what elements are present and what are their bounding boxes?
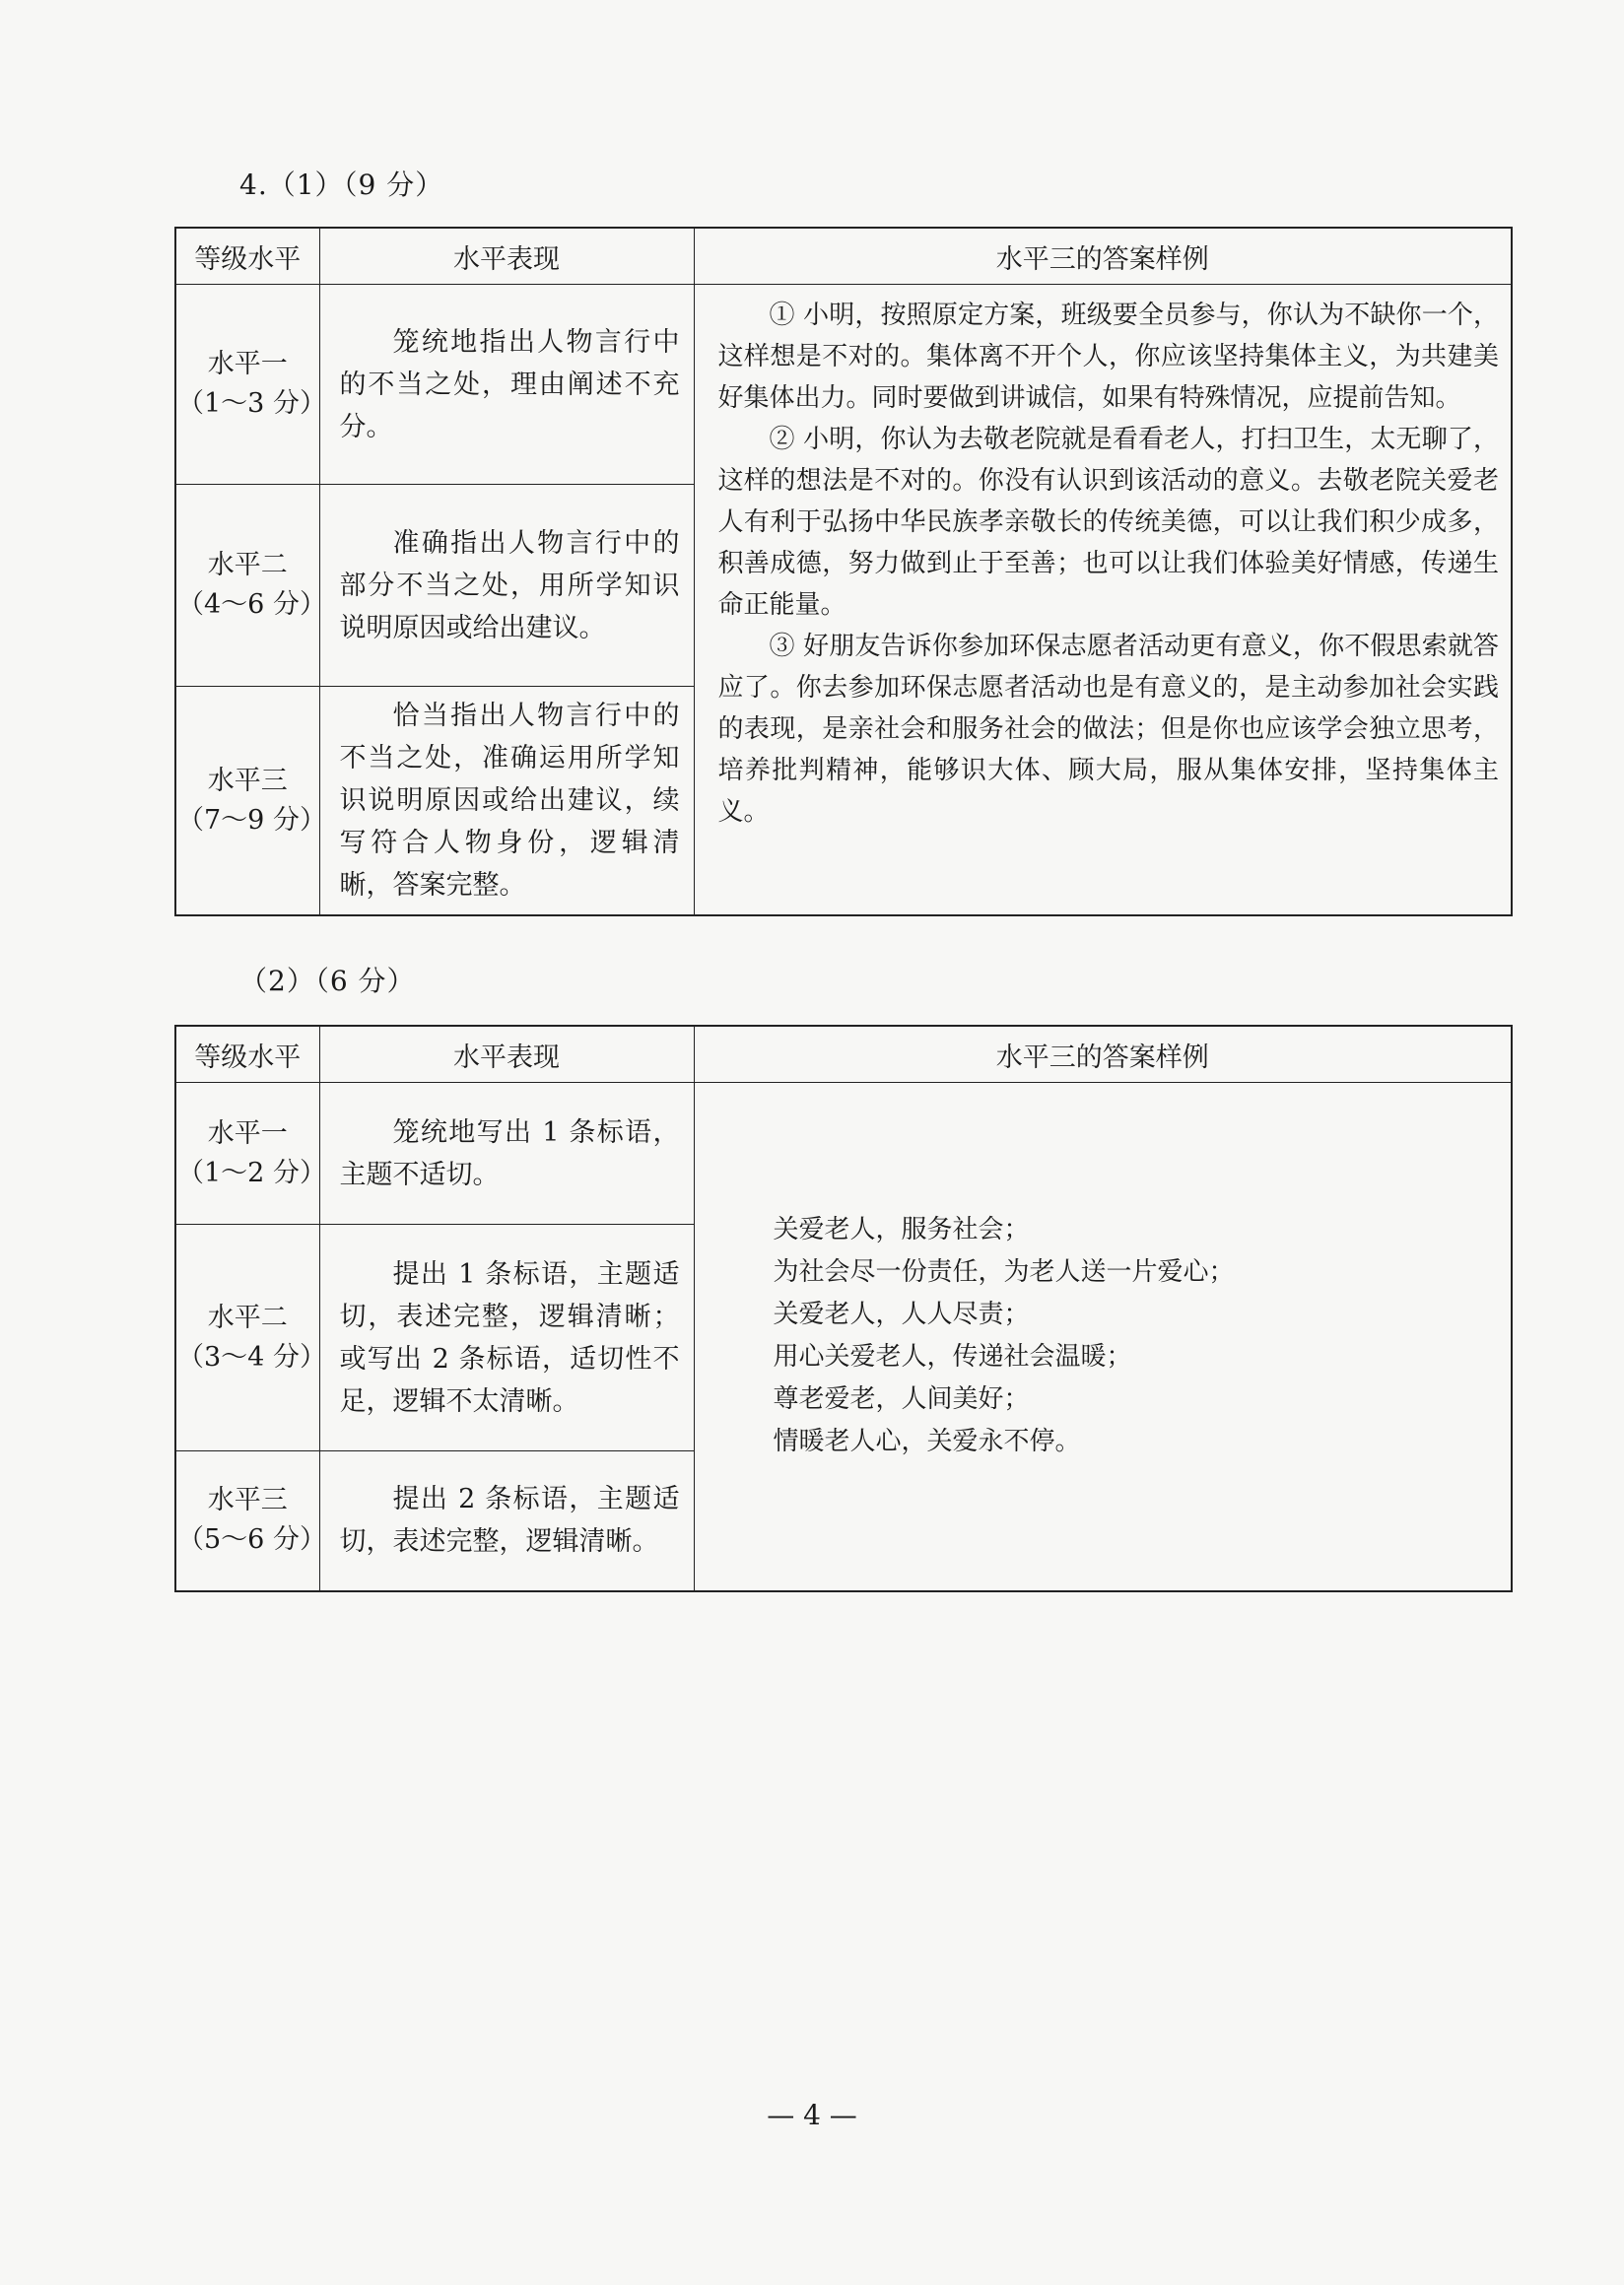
level-cell (175, 1225, 326, 1451)
header-performance: 水平表现 (319, 1026, 694, 1083)
performance-text: 提出 1 条标语，主题适切，表述完整，逻辑清晰；或写出 2 条标语，适切性不足，逻辑不太清晰。 (339, 1258, 680, 1417)
header-performance: 水平表现 (319, 228, 694, 285)
performance-cell (319, 485, 694, 687)
page-number: — 4 — (767, 2099, 857, 2131)
level-cell (175, 485, 326, 687)
slogan-line: 关爱老人，服务社会； (773, 1215, 1030, 1245)
level-cell (175, 1451, 326, 1591)
level-cell (175, 1083, 326, 1225)
question-2-heading: （2）（6 分） (239, 965, 416, 997)
slogan-line: 情暖老人心，关爱永不停。 (773, 1427, 1081, 1457)
slogan-line: 尊老爱老，人间美好； (773, 1384, 1030, 1415)
level-score: （5～6 分） (177, 1524, 326, 1556)
table-row (175, 285, 1512, 485)
question-1-heading: 4.（1）（9 分） (239, 168, 444, 201)
level-name: 水平三 (207, 765, 288, 796)
grading-table-2 (174, 1025, 1513, 1592)
level-name: 水平二 (207, 1302, 288, 1333)
performance-cell (319, 1083, 694, 1225)
sample-answer-cell (694, 285, 1512, 916)
slogan-line: 用心关爱老人，传递社会温暖； (773, 1342, 1132, 1373)
table-header-row (175, 228, 1512, 285)
sample-answer-cell (694, 1083, 1512, 1591)
level-name: 水平二 (207, 550, 288, 580)
performance-text: 笼统地指出人物言行中的不当之处，理由阐述不充分。 (339, 326, 680, 442)
level-name: 水平三 (207, 1485, 288, 1516)
level-name: 水平一 (207, 1117, 288, 1149)
header-sample-answer: 水平三的答案样例 (694, 1026, 1512, 1083)
table-header-row (175, 1026, 1512, 1083)
performance-text: 准确指出人物言行中的部分不当之处，用所学知识说明原因或给出建议。 (339, 527, 680, 643)
performance-cell (319, 687, 694, 916)
level-score: （1～2 分） (177, 1157, 326, 1188)
level-score: （3～4 分） (177, 1341, 326, 1373)
table-row (175, 1083, 1512, 1225)
performance-text: 恰当指出人物言行中的不当之处，准确运用所学知识说明原因或给出建议，续写符合人物身份，逻辑清晰，答案完整。 (339, 701, 680, 901)
level-score: （4～6 分） (177, 589, 326, 620)
level-cell (175, 687, 326, 916)
performance-cell (319, 285, 694, 485)
header-level: 等级水平 (175, 1026, 319, 1083)
answer-paragraph: ③ 好朋友告诉你参加环保志愿者活动更有意义，你不假思索就答应了。你去参加环保志愿者活动也是有意义的，是主动参加社会实践的表现，是亲社会和服务社会的做法；但是你也应该学会独立思考，培养批判精神，能够识大体、顾大局，服从集体安排，坚持集体主义。 (717, 632, 1499, 827)
performance-cell (319, 1451, 694, 1591)
grading-table-1 (174, 227, 1513, 916)
level-cell (175, 285, 326, 485)
level-name: 水平一 (207, 349, 288, 379)
answer-paragraph: ① 小明，按照原定方案，班级要全员参与，你认为不缺你一个，这样想是不对的。集体离不开个人，你应该坚持集体主义，为共建美好集体出力。同时要做到讲诚信，如果有特殊情况，应提前告知。 (717, 301, 1499, 413)
level-score: （1～3 分） (177, 388, 326, 419)
performance-cell (319, 1225, 694, 1451)
header-level: 等级水平 (175, 228, 319, 285)
header-sample-answer: 水平三的答案样例 (694, 228, 1512, 285)
level-score: （7～9 分） (177, 804, 326, 836)
answer-paragraph: ② 小明，你认为去敬老院就是看看老人，打扫卫生，太无聊了，这样的想法是不对的。你没有认识到该活动的意义。去敬老院关爱老人有利于弘扬中华民族孝亲敬长的传统美德，可以让我们积少成多，积善成德，努力做到止于至善；也可以让我们体验美好情感，传递生命正能量。 (717, 425, 1499, 620)
slogan-line: 关爱老人，人人尽责； (773, 1300, 1030, 1330)
performance-text: 提出 2 条标语，主题适切，表述完整，逻辑清晰。 (339, 1484, 680, 1558)
slogan-line: 为社会尽一份责任，为老人送一片爱心； (773, 1257, 1235, 1288)
performance-text: 笼统地写出 1 条标语，主题不适切。 (339, 1116, 680, 1190)
